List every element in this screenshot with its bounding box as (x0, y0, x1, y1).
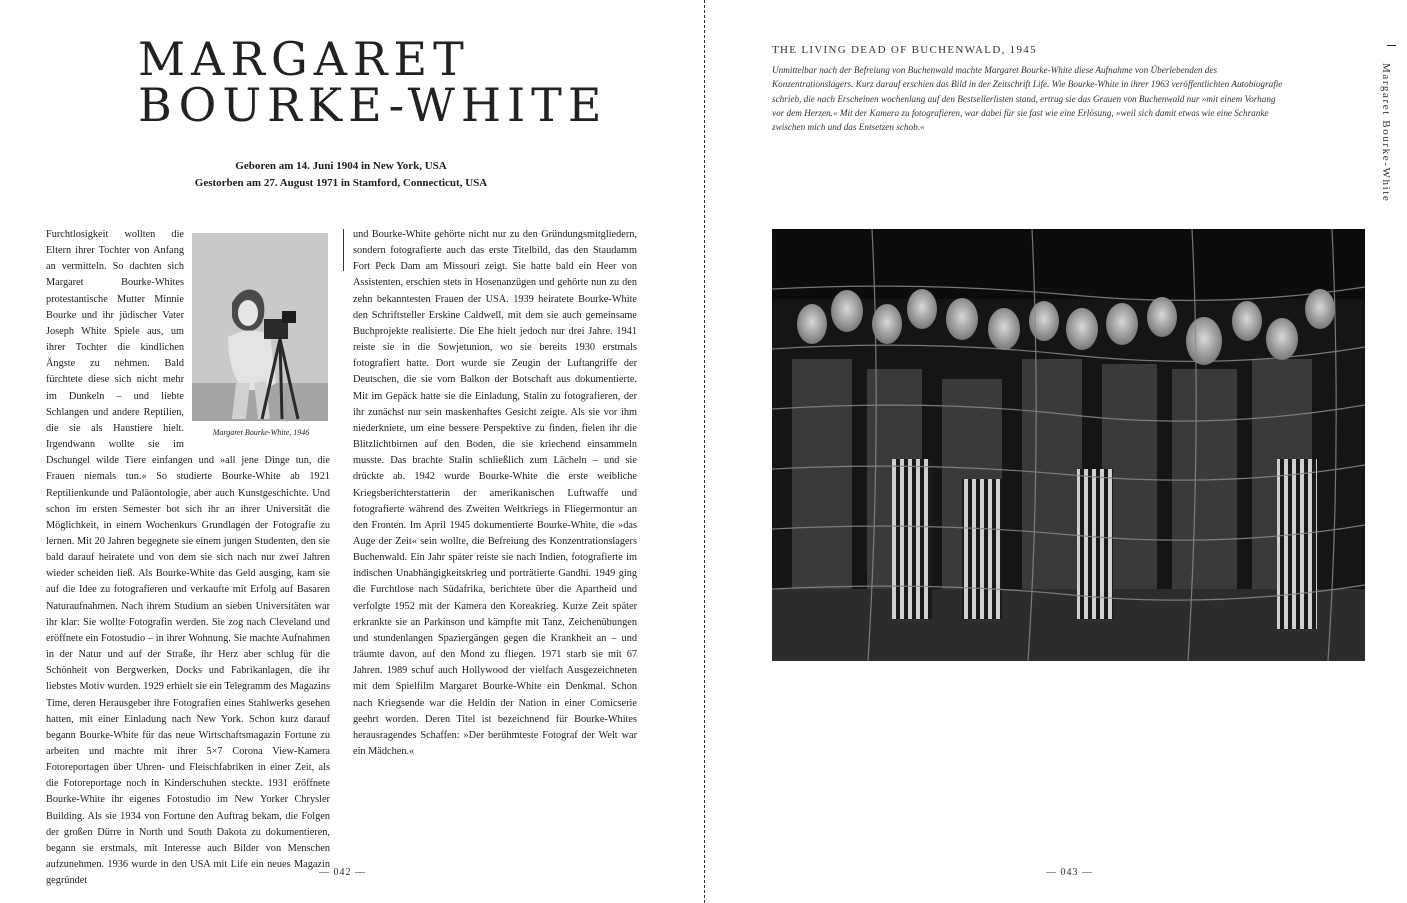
column-divider (343, 229, 344, 271)
birth-line: Geboren am 14. Juni 1904 in New York, USA (235, 160, 447, 172)
photo-title: THE LIVING DEAD OF BUCHENWALD, 1945 (772, 44, 1037, 56)
side-tab-rule (1387, 45, 1396, 46)
body-column-1 (46, 227, 330, 889)
death-line: Gestorben am 27. August 1971 in Stamford, Connecticut, USA (194, 177, 488, 189)
body-text-column-2: und Bourke-White gehörte nicht nur zu den Gründungsmitgliedern, sondern fotografierte auch das erste Titelbild, das den Staudamm Fort Peck Dam am Missouri zeigt. Sie hatte bald ein Heer von Assistenten, erschien stets in Hosenanzügen und gehörte nun zu den zehn bekanntesten Frauen der USA. 1939 heiratete Bourke-White den Schriftsteller Erskine Caldwell, mit dem sie auch gemeinsame Buchprojekte realisierte. Die Ehe hielt jedoch nur drei Jahre. 1941 reiste sie in die Sowjetunion, wo sie bereits 1930 erstmals fotografiert hatte. Dort wurde sie Zeugin der Luftangriffe der Deutschen, die sie vom Balkon der Botschaft aus dokumentierte. Mit im Gepäck hatte sie die Einladung, Stalin zu fotografieren, der ihr zunächst nur sein maskenhaftes Gesicht zeigte. Als sie vor ihm niederkniete, um eine bessere Perspektive zu finden, fielen ihr die Blitzlichtbirnen auf den Boden, die sie kriechend einsammeln musste. Das brachte Stalin schließlich zum Lächeln – und sie drückte ab. 1942 wurde Bourke-White die erste weibliche Kriegsberichterstatterin der amerikanischen Luftwaffe und fotografierte während des Zweiten Weltkriegs in Fliegermontur an den Fronten. Im April 1945 dokumentierte Bourke-White, die »das Auge der Zeit« sein wollte, die Befreiung des Konzentrationslagers Buchenwald. Ein Jahr später reiste sie nach Indien, fotografierte im indischen Unabhängigkeitskrieg und porträtierte Gandhi. 1949 ging die Furchtlose nach Südafrika, berichtete über die Apartheid und verfolgte 1952 mit der Kamera den Koreakrieg. Kurze Zeit später erkrankte sie an Parkinson und kämpfte mit Tanz, Zeichenübungen und stundenlangen Spaziergängen gegen die Krankheit an – und träumte davon, auf den Mond zu fliegen. 1971 starb sie mit 67 Jahren. 1989 schuf auch Hollywood der vielfach Ausgezeichneten mit dem Spielfilm Margaret Bourke-White ein Denkmal. Schon nach Kriegsende war die Heldin der Nation in einer Comicserie geehrt worden. Deren Titel ist bezeichnend für Bourke-Whites herausragendes Schaffen: »Der berühmteste Fotograf der Welt war ein Mädchen.« (353, 229, 637, 757)
portrait-figure (192, 233, 330, 438)
page-number-right: — 043 — (1046, 867, 1093, 878)
photo-description: Unmittelbar nach der Befreiung von Buchenwald machte Margaret Bourke-White diese Aufnahme von Überlebenden des Konzentrationslagers. Kurz darauf erschien das Bild in der Zeitschrift Life. Wie Bourke-White in ihrer 1963 veröffentlichten Autobiografie schrieb, die nach Erscheinen wochenlang auf den Bestsellerlisten stand, ertrug sie das Grauen von Buchenwald nur »mit einem Vorhang vor dem Herzen.« Mit der Kamera zu fotografieren, war dabei für sie fast wie eine Erlösung, »weil sich damit etwas wie eine Schranke zwischen mich und das Entsetzen schob.« (772, 65, 1283, 133)
right-page (706, 0, 1407, 903)
body-text-column-1: Furchtlosigkeit wollten die Eltern ihrer Tochter von Anfang an vermitteln. So dachten sich Margaret Bourke-Whites protestantische Mutter Minnie Bourke und ihr jüdischer Vater Joseph White Spiele aus, um ihrer Tochter die kindlichen Ängste zu nehmen. Bald fürchtete diese sich nicht mehr im Dunkeln – und liebte Schlangen und andere Reptilien, die sie als Haustiere hielt. Irgendwann wollte sie im Dschungel wilde Tiere einfangen und »all jene Dinge tun, die Frauen niemals tun.« So studierte Bourke-White ab 1921 Reptilienkunde und Paläontologie, aber auch Kunstgeschichte. Und schon im ersten Semester bot sich ihr an ihrer Universität die Möglichkeit, in einem Wochenkurs Grundlagen der Fotografie zu lernen. Mit 20 Jahren begegnete sie einem jungen Studenten, den sie bald darauf heiratete und von dem sie sich nach nur zwei Jahren wieder scheiden ließ. Als Bourke-White das Geld ausging, kam sie auf die Idee zu fotografieren und verkaufte mit Erfolg auf Basaren Naturaufnahmen. Nach ihrem Studium an sieben Universitäten war ihr klar: Sie wollte Fotografin werden. Sie zog nach Cleveland und eröffnete ein Fotostudio – in ihrer Wohnung. Sie machte Aufnahmen in der Natur und auf der Straße, ihr Herz aber schlug für die Schönheit von Bergwerken, Docks und Fabrikanlagen, die ihr liebstes Motiv wurden. 1929 erhielt sie ein Telegramm des Magazins Time, deren Herausgeber ihre Fotografien eines Stahlwerks gesehen hatten, mit einer Einladung nach New York. Schon kurz darauf begann Bourke-White für das neue Wirtschaftsmagazin Fortune zu arbeiten und machte mit ihrer 5×7 Corona View-Kamera Fotoreportagen über Uhren- und Fleischfabriken in einer Zeit, als die Fotoreportage noch in Kinderschuhen steckte. 1931 eröffnete Bourke-White ihr eigenes Fotostudio im New Yorker Chrysler Building. Als sie 1934 von Fortune den Auftrag bekam, die Folgen der großen Dürre in North und South Dakota zu dokumentieren, begann sie erstmals, mit Interesse auch Bilder von Menschen aufzunehmen. 1936 wurde in den USA mit Life ein neues Magazin gegründet (46, 229, 330, 887)
page-gutter-divider (704, 0, 705, 903)
life-dates (46, 158, 636, 192)
body-column-2 (353, 227, 637, 760)
page-title (138, 32, 608, 132)
title-line-1: MARGARET (138, 32, 470, 86)
buchenwald-photo (772, 229, 1365, 661)
page-number-left: — 042 — (319, 867, 366, 878)
portrait-caption: Margaret Bourke-White, 1946 (212, 428, 310, 437)
vertical-running-head: Margaret Bourke-White (1380, 63, 1392, 203)
portrait-photo (192, 233, 328, 421)
title-line-2: BOURKE-WHITE (138, 78, 608, 132)
